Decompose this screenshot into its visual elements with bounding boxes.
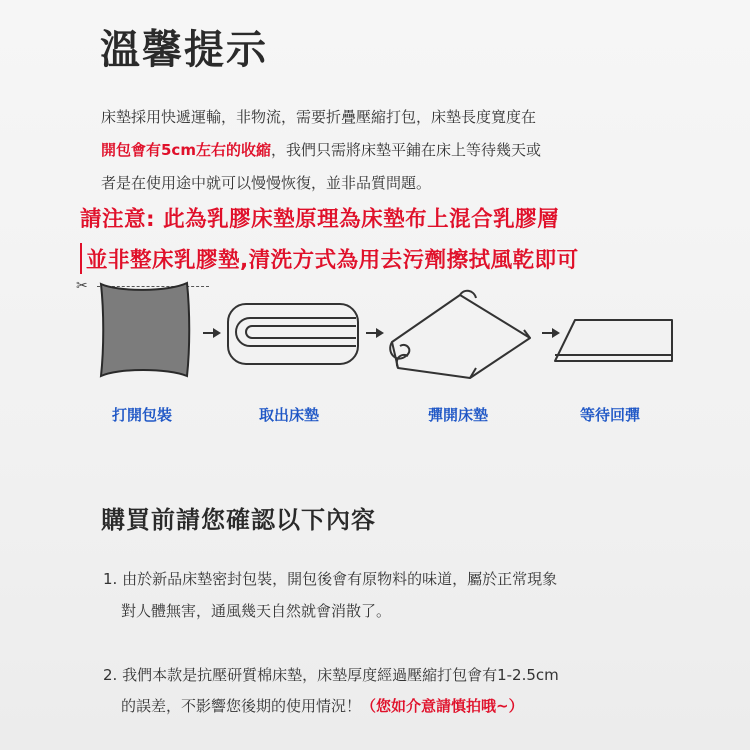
intro-highlight: 開包會有5cm左右的收縮 (101, 141, 271, 159)
arrow-right-icon (376, 328, 384, 338)
arrow-right-icon (213, 328, 221, 338)
section-title: 購買前請您確認以下內容 (101, 506, 376, 534)
item-1-line-2: 對人體無害，通風幾天自然就會消散了。 (121, 602, 392, 620)
intro-line-2-text: ，我們只需將床墊平鋪在床上等待幾天或 (270, 141, 541, 159)
notice-line-2: 並非整床乳膠墊,清洗方式為用去污劑擦拭風乾即可 (80, 243, 579, 274)
item-2-caution: （您如介意請慎拍哦~） (361, 697, 524, 715)
page-title: 溫馨提示 (100, 27, 268, 73)
intro-line-1: 床墊採用快遞運輸，非物流，需要折疊壓縮打包，床墊長度寬度在 (101, 108, 537, 126)
step-open-package: 打開包裝 (112, 406, 173, 424)
sealed-package-icon (101, 283, 189, 376)
item-2-line-1: 2. 我們本款是抗壓研質棉床墊，床墊厚度經過壓縮打包會有1-2.5cm (103, 666, 559, 684)
step-unroll: 彈開床墊 (428, 406, 489, 424)
intro-line-3: 者是在使用途中就可以慢慢恢復，並非品質問題。 (101, 174, 432, 192)
notice-line-1: 請注意: 此為乳膠床墊原理為床墊布上混合乳膠層 (80, 207, 560, 232)
scissors-icon: ✂ (76, 278, 88, 294)
folded-mattress-icon (228, 304, 358, 364)
flat-mattress-icon (555, 320, 672, 361)
arrow-right-icon (552, 328, 560, 338)
step-take-out: 取出床墊 (259, 406, 320, 424)
step-wait-rebound: 等待回彈 (580, 406, 641, 424)
item-1-line-1: 1. 由於新品床墊密封包裝，開包後會有原物料的味道，屬於正常現象 (103, 570, 558, 588)
item-2-line-2 (121, 695, 524, 716)
unrolling-mattress-icon (390, 291, 530, 378)
item-2-line-2-text: 的誤差，不影響您後期的使用情況！ (121, 697, 362, 715)
